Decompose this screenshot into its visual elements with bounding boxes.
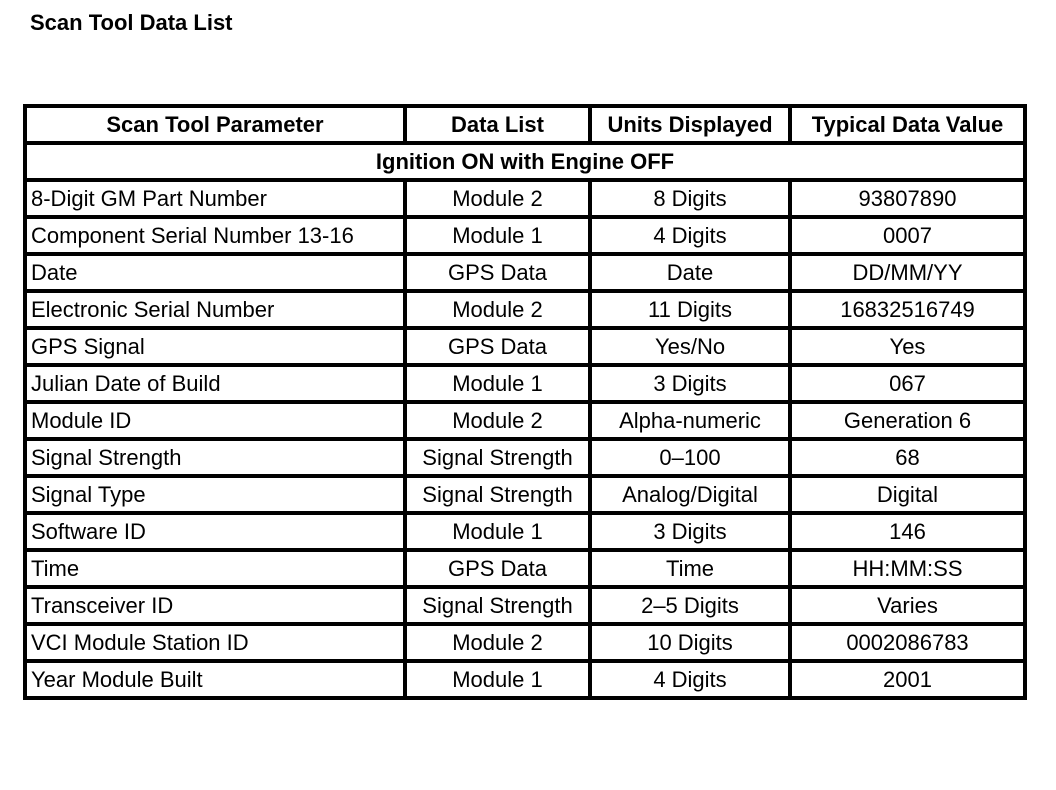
cell-typical-value: 93807890 bbox=[790, 180, 1025, 217]
cell-typical-value: 0002086783 bbox=[790, 624, 1025, 661]
column-header-typical-value: Typical Data Value bbox=[790, 106, 1025, 143]
cell-data-list: Signal Strength bbox=[405, 439, 590, 476]
cell-parameter: Software ID bbox=[25, 513, 405, 550]
cell-parameter: Date bbox=[25, 254, 405, 291]
cell-data-list: Module 1 bbox=[405, 365, 590, 402]
cell-data-list: Module 2 bbox=[405, 180, 590, 217]
cell-units: 10 Digits bbox=[590, 624, 790, 661]
cell-typical-value: 68 bbox=[790, 439, 1025, 476]
cell-typical-value: DD/MM/YY bbox=[790, 254, 1025, 291]
table-row bbox=[25, 365, 1025, 402]
cell-units: 4 Digits bbox=[590, 217, 790, 254]
cell-units: 3 Digits bbox=[590, 513, 790, 550]
table-row bbox=[25, 402, 1025, 439]
cell-parameter: 8-Digit GM Part Number bbox=[25, 180, 405, 217]
cell-typical-value: Varies bbox=[790, 587, 1025, 624]
table-row bbox=[25, 513, 1025, 550]
table-row bbox=[25, 661, 1025, 698]
table-row bbox=[25, 291, 1025, 328]
cell-typical-value: HH:MM:SS bbox=[790, 550, 1025, 587]
cell-parameter: Module ID bbox=[25, 402, 405, 439]
cell-units: 11 Digits bbox=[590, 291, 790, 328]
cell-data-list: Module 1 bbox=[405, 513, 590, 550]
section-label: Ignition ON with Engine OFF bbox=[25, 143, 1025, 180]
cell-units: 4 Digits bbox=[590, 661, 790, 698]
cell-parameter: Component Serial Number 13-16 bbox=[25, 217, 405, 254]
cell-units: Analog/Digital bbox=[590, 476, 790, 513]
column-header-data-list: Data List bbox=[405, 106, 590, 143]
cell-data-list: GPS Data bbox=[405, 550, 590, 587]
table-row bbox=[25, 217, 1025, 254]
cell-units: Date bbox=[590, 254, 790, 291]
cell-parameter: Time bbox=[25, 550, 405, 587]
cell-parameter: VCI Module Station ID bbox=[25, 624, 405, 661]
table-row bbox=[25, 476, 1025, 513]
table-row bbox=[25, 439, 1025, 476]
cell-data-list: Module 2 bbox=[405, 624, 590, 661]
table-row bbox=[25, 328, 1025, 365]
table-row bbox=[25, 254, 1025, 291]
cell-typical-value: 0007 bbox=[790, 217, 1025, 254]
cell-data-list: Module 1 bbox=[405, 661, 590, 698]
column-header-parameter: Scan Tool Parameter bbox=[25, 106, 405, 143]
table-row bbox=[25, 624, 1025, 661]
table-row bbox=[25, 180, 1025, 217]
cell-data-list: Signal Strength bbox=[405, 476, 590, 513]
table-header-row bbox=[25, 106, 1025, 143]
scan-tool-data-table bbox=[23, 104, 1027, 700]
cell-typical-value: 2001 bbox=[790, 661, 1025, 698]
cell-units: Yes/No bbox=[590, 328, 790, 365]
cell-typical-value: 16832516749 bbox=[790, 291, 1025, 328]
cell-units: Alpha-numeric bbox=[590, 402, 790, 439]
cell-units: Time bbox=[590, 550, 790, 587]
cell-parameter: Julian Date of Build bbox=[25, 365, 405, 402]
cell-data-list: Module 1 bbox=[405, 217, 590, 254]
cell-data-list: Module 2 bbox=[405, 291, 590, 328]
cell-units: 2–5 Digits bbox=[590, 587, 790, 624]
cell-parameter: Signal Type bbox=[25, 476, 405, 513]
cell-data-list: GPS Data bbox=[405, 254, 590, 291]
cell-units: 3 Digits bbox=[590, 365, 790, 402]
cell-parameter: Electronic Serial Number bbox=[25, 291, 405, 328]
table-row bbox=[25, 587, 1025, 624]
cell-data-list: GPS Data bbox=[405, 328, 590, 365]
cell-data-list: Signal Strength bbox=[405, 587, 590, 624]
cell-parameter: Year Module Built bbox=[25, 661, 405, 698]
cell-units: 0–100 bbox=[590, 439, 790, 476]
cell-typical-value: Yes bbox=[790, 328, 1025, 365]
cell-parameter: GPS Signal bbox=[25, 328, 405, 365]
cell-typical-value: Digital bbox=[790, 476, 1025, 513]
cell-parameter: Signal Strength bbox=[25, 439, 405, 476]
column-header-units: Units Displayed bbox=[590, 106, 790, 143]
cell-data-list: Module 2 bbox=[405, 402, 590, 439]
cell-typical-value: 067 bbox=[790, 365, 1025, 402]
document-title: Scan Tool Data List bbox=[30, 10, 233, 35]
cell-parameter: Transceiver ID bbox=[25, 587, 405, 624]
section-row bbox=[25, 143, 1025, 180]
cell-typical-value: 146 bbox=[790, 513, 1025, 550]
cell-typical-value: Generation 6 bbox=[790, 402, 1025, 439]
cell-units: 8 Digits bbox=[590, 180, 790, 217]
table-row bbox=[25, 550, 1025, 587]
